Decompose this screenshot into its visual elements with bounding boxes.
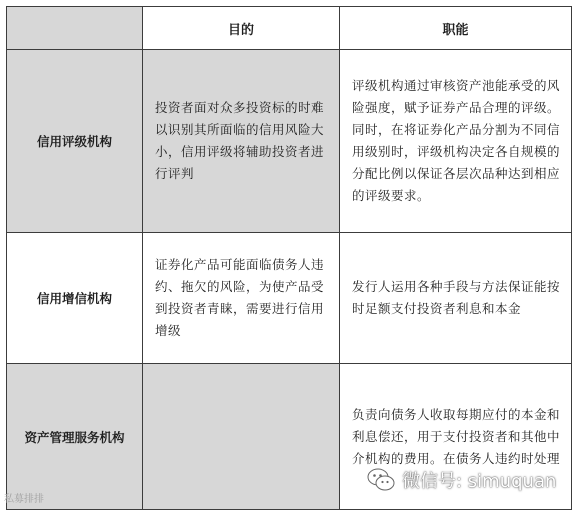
header-cell-empty (7, 7, 143, 50)
function-cell: 评级机构通过审核资产池能承受的风险强度，赋予证券产品合理的评级。同时，在将证券化产品分割为不同信用级别时，评级机构决定各自规模的分配比例以保证各层次品种达到相应的评级要求。 (340, 50, 572, 233)
watermark-right-text: 微信号: simuquan (402, 471, 557, 492)
table-row (7, 233, 572, 364)
function-cell: 负责向债务人收取每期应付的本金和利息偿还，用于支付投资者和其他中介机构的费用。在债务人违约时处理 (340, 364, 572, 510)
row-label-rating-agency: 信用评级机构 (7, 50, 143, 233)
purpose-cell (143, 364, 340, 510)
header-cell-function: 职能 (340, 7, 572, 50)
row-label-asset-servicer: 资产管理服务机构 (7, 364, 143, 510)
wechat-icon (366, 467, 396, 493)
row-label-credit-enhancement: 信用增信机构 (7, 233, 143, 364)
watermark-wechat (366, 465, 556, 495)
purpose-cell: 投资者面对众多投资标的时难以识别其所面临的信用风险大小，信用评级将辅助投资者进行评判 (143, 50, 340, 233)
purpose-cell: 证券化产品可能面临债务人违约、拖欠的风险，为使产品受到投资者青睐，需要进行信用增级 (143, 233, 340, 364)
table-row (7, 50, 572, 233)
institutions-table (6, 6, 572, 510)
header-cell-purpose: 目的 (143, 7, 340, 50)
function-cell: 发行人运用各种手段与方法保证能按时足额支付投资者利息和本金 (340, 233, 572, 364)
watermark-left: 私募排排 (4, 494, 44, 505)
table-header-row (7, 7, 572, 50)
